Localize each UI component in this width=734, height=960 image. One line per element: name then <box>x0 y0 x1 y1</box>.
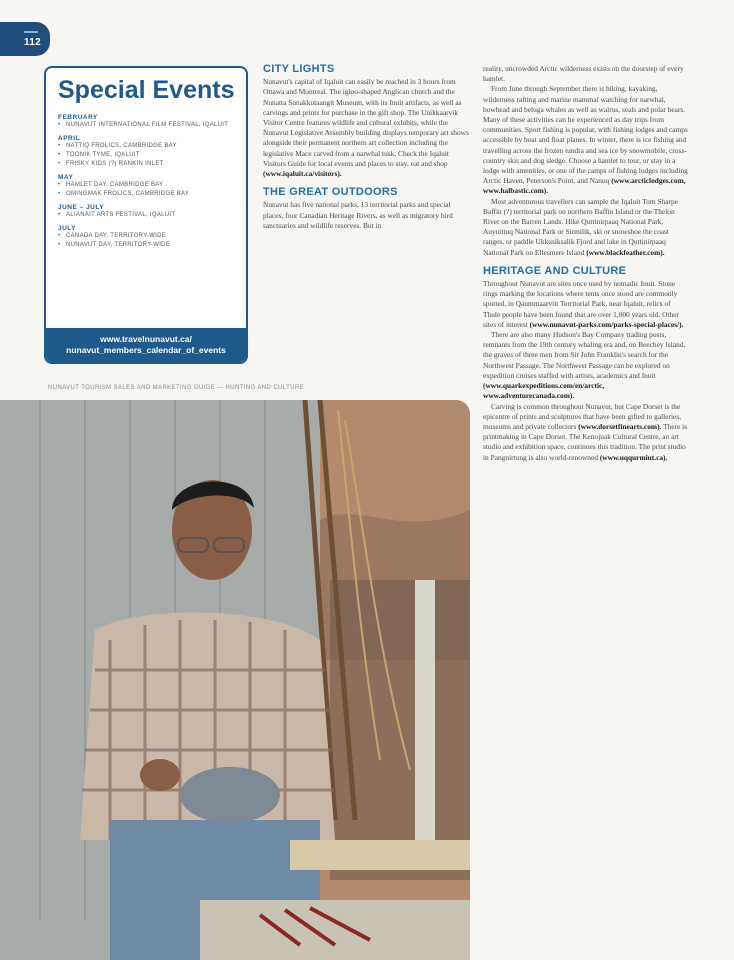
link-text: (www.nunavut- <box>529 319 579 329</box>
article-column-3 <box>483 64 689 463</box>
event-month: MAY <box>58 174 74 181</box>
events-link-2[interactable]: nunavut_members_calendar_of_events <box>66 345 226 355</box>
link-text: (www.uqqurmiut.ca). <box>599 452 668 462</box>
paragraph-text: Throughout Nunavut are sites once used by nomadic Inuit. Stone rings marking the locations where tents once stood are commonly spotted, in Qaummaarviit Territorial Park, near Iqaluit, relics of Thule people have been found that are over 1,000 years old. Other sites of interest <box>483 279 679 329</box>
white-post <box>415 580 435 860</box>
tab-accent-bar <box>24 31 38 33</box>
heading-city-lights: CITY LIGHTS <box>263 63 335 75</box>
photo-carver <box>0 400 470 960</box>
paragraph <box>483 330 689 401</box>
stone-carving <box>180 767 280 823</box>
paragraph <box>483 402 689 463</box>
link-text: www.halbastic.com). <box>483 186 549 196</box>
special-events-title: Special Events <box>58 76 235 104</box>
heading-heritage-culture: HERITAGE AND CULTURE <box>483 264 627 277</box>
event-month: JUNE – JULY <box>58 204 105 211</box>
event-item: • FRISKY KIDS (?) RANKIN INLET <box>58 160 234 169</box>
paragraph-text: There are also many Hudson's Bay Company trading posts, remnants from the 19th century whaling era and, on Beechey Island, the graves of three men from Sir John Franklin's search for the Northwest Passage. The Northwest Passage can be explored on expedition cruises staffed with artists, academics and Inuit <box>483 330 686 380</box>
heading-great-outdoors: THE GREAT OUTDOORS <box>263 186 398 199</box>
event-item: • NATTIQ FROLICS, CAMBRIDGE BAY <box>58 142 234 151</box>
event-month: FEBRUARY <box>58 114 98 121</box>
events-footer <box>46 328 246 362</box>
page-number-tab <box>0 22 50 56</box>
carver-illustration <box>0 400 470 960</box>
paragraph <box>483 279 689 330</box>
events-list <box>58 114 234 250</box>
paragraph-text: Nunavut's capital of Iqaluit can easily be reached in 3 hours from Ottawa and Montreal. The igloo-shaped Anglican church and the Nunatta Sunakkutaangit Museum, with its Inuit artifacts, as well as carvings and prints for purchase in the gift shop. The Unikkaarvik Visitor Centre features wildlife and cultural exhibits, while the Nunavut Legislative Assembly building displays temporary art shows alongside their permanent northern art collection including the legislative Mace carved from a narwhal tusk. Check the Iqaluit Visitors Guide for local events and places to stay, eat and shop <box>263 77 469 168</box>
tool-table <box>200 900 470 960</box>
paragraph <box>483 84 689 196</box>
event-month: APRIL <box>58 135 80 142</box>
event-item: • NUNAVUT DAY, TERRITORY-WIDE <box>58 241 234 250</box>
event-month: JULY <box>58 225 77 232</box>
paragraph-text: From June through September there is hiking, kayaking, wilderness rafting and marine mammal watching for narwhal, bowhead and beluga whales as well as walrus, seals and polar bears. Many of these activities can be experienced as day trips from communities. Sport fishing is popular, with fishing lodges and camps accessible by boat and float planes. In winter, there is ice fishing and travelling across the frozen tundra and sea ice by snowmobile, cross-country skis and dog sledge. Choose a hamlet to tour, or stay in a lodge with amenities, or one of the camps of fishing lodges including Arctic Haven, Peterson's Point, and Nanuq <box>483 84 688 186</box>
events-link-1[interactable]: www.travelnunavut.ca/ <box>100 334 192 344</box>
paragraph: reality, uncrowded Arctic wilderness exists on the doorstep of every hamlet. <box>483 64 684 84</box>
special-events-box <box>44 66 248 364</box>
event-item: • ALIANAIT ARTS FESTIVAL, IQALUIT <box>58 211 234 220</box>
event-item: • CANADA DAY, TERRITORY-WIDE <box>58 232 234 241</box>
hand-left <box>140 759 180 791</box>
page-number: 112 <box>24 37 42 48</box>
paragraph: Nunavut has five national parks, 13 territorial parks and special places, four Canadian Heritage Rivers, as well as migratory bird sanctuaries and wildlife reserves. But in <box>263 200 453 230</box>
paragraph-text: Carving is common throughout Nunavut, but Cape Dorset is the epicentre of prints and sculptures that have been gifted to galleries, museums and private collectors <box>483 401 682 431</box>
link-text: (www.quarkexpeditions.com/en/arctic, <box>483 381 605 391</box>
event-item: • TOONIK TYME, IQALUIT <box>58 151 234 160</box>
paragraph-text: There is printmaking in Cape Dorset. The Kenojuak Cultural Centre, an art studio and exhibition space, continues this tradition. The print studio in Pangnirtung is also world-renowned <box>483 421 688 462</box>
paragraph <box>263 77 471 179</box>
link-text: (www.arcticlodges.com, <box>611 176 686 186</box>
event-item: • NUNAVUT INTERNATIONAL FILM FESTIVAL, IQALUIT <box>58 121 234 130</box>
link-text: parks.com/parks-special-places/). <box>578 319 684 329</box>
link-text: (www.iqaluit.ca/visitors). <box>263 169 342 179</box>
paragraph <box>483 197 689 258</box>
event-item: • HAMLET DAY, CAMBRIDGE BAY <box>58 181 234 190</box>
event-item: • OMINGMAK FROLICS, CAMBRIDGE BAY <box>58 190 234 199</box>
work-bench <box>290 840 470 870</box>
link-text: www.adventurecanada.com). <box>483 391 575 401</box>
link-text: (www.blackfeather.com). <box>586 247 665 257</box>
photo-caption: NUNAVUT TOURISM SALES AND MARKETING GUIDE — HUNTING AND CULTURE <box>48 385 305 391</box>
article-column-2 <box>263 64 471 231</box>
link-text: (www.dorsetfinearts.com). <box>578 421 662 431</box>
paragraph-text: Most adventurous travellers can sample the Iqaluit Tom Sharpe Baffin (?) territorial park on northern Baffin Island or the Thelon River on the Barren Lands. Hike Quttinirpaaq National Park, Auyuittuq National Park or Sirmilik, ski or snowshoe the coast ranges, or paddle Ukkusiksalik Fjord and lake in Quttinirpaaq National Park on Ellesmere Island <box>483 196 678 257</box>
